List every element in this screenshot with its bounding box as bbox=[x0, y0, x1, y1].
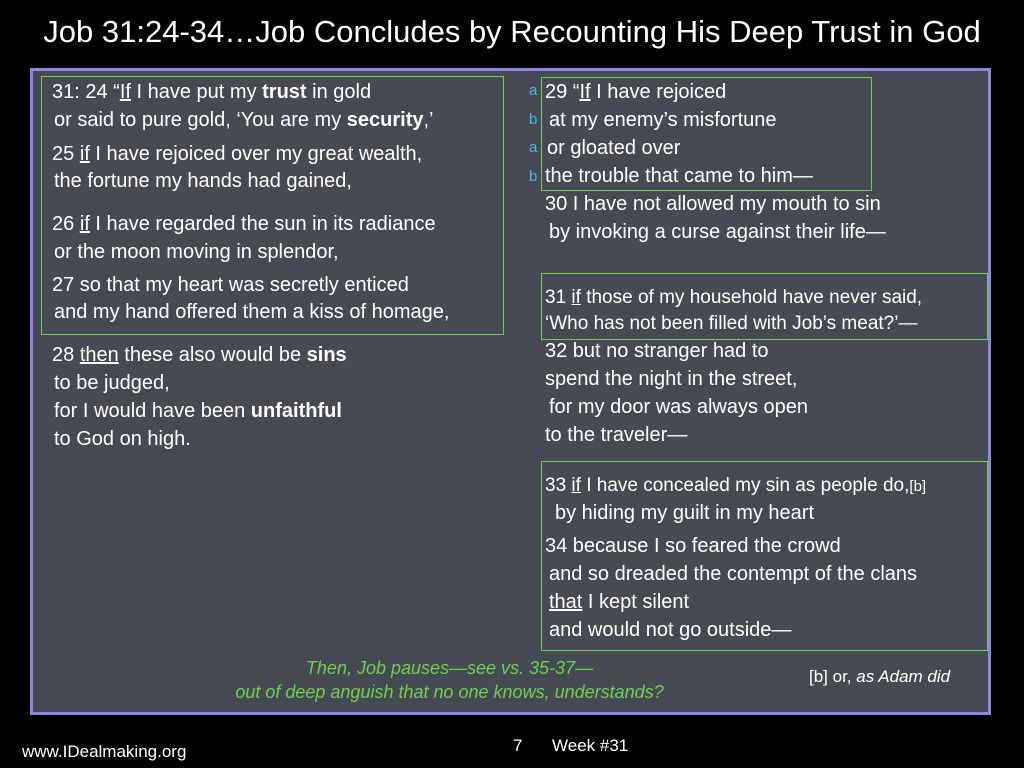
verse-line: that I kept silent bbox=[549, 591, 690, 613]
verse-line: 26 if I have regarded the sun in its radiance bbox=[52, 213, 436, 235]
verse-line: to God on high. bbox=[54, 428, 191, 450]
verse-line: the trouble that came to him— bbox=[545, 165, 813, 187]
slide-title: Job 31:24-34…Job Concludes by Recounting His Deep Trust in God bbox=[43, 14, 981, 49]
verse-line: spend the night in the street, bbox=[545, 368, 798, 390]
verse-line: 32 but no stranger had to bbox=[545, 340, 769, 362]
verse-line: 28 then these also would be sins bbox=[52, 344, 347, 366]
verse-line: for my door was always open bbox=[549, 396, 809, 418]
verse-line: or said to pure gold, ‘You are my security,’ bbox=[54, 109, 434, 131]
page-number: 7 bbox=[513, 736, 523, 755]
parallel-marker: b bbox=[529, 111, 538, 128]
verse-line: to be judged, bbox=[54, 372, 170, 394]
content-panel bbox=[30, 68, 991, 715]
verse-line: to the traveler— bbox=[545, 424, 688, 446]
verse-line: the fortune my hands had gained, bbox=[54, 170, 352, 192]
verse-line: by hiding my guilt in my heart bbox=[555, 502, 815, 524]
verse-line: or gloated over bbox=[547, 137, 681, 159]
footnote: [b] or, as Adam did bbox=[809, 667, 951, 686]
parallel-marker: b bbox=[529, 168, 538, 185]
verse-line: ‘Who has not been filled with Job’s meat?’— bbox=[545, 313, 918, 334]
verse-line: 27 so that my heart was secretly enticed bbox=[52, 274, 409, 296]
verse-line: by invoking a curse against their life— bbox=[549, 221, 886, 243]
website-link[interactable]: www.IDealmaking.org bbox=[22, 742, 187, 761]
verse-line: and so dreaded the contempt of the clans bbox=[549, 563, 918, 585]
verse-line: 30 I have not allowed my mouth to sin bbox=[545, 193, 881, 215]
verse-line: at my enemy’s misfortune bbox=[549, 109, 777, 131]
verse-line: 33 if I have concealed my sin as people do,[b] bbox=[545, 475, 927, 496]
verse-line: and would not go outside— bbox=[549, 619, 792, 641]
parallel-marker: a bbox=[529, 82, 538, 99]
week-label: Week #31 bbox=[552, 736, 629, 755]
verse-line: or the moon moving in splendor, bbox=[54, 241, 339, 263]
parallel-marker: a bbox=[529, 139, 538, 156]
commentary-line-2: out of deep anguish that no one knows, understands? bbox=[235, 682, 664, 702]
verse-line: 34 because I so feared the crowd bbox=[545, 535, 841, 557]
verse-line: and my hand offered them a kiss of homage, bbox=[54, 301, 450, 323]
verse-line: 31 if those of my household have never said, bbox=[545, 287, 923, 308]
commentary-line-1: Then, Job pauses—see vs. 35-37— bbox=[305, 658, 594, 678]
verse-line: 25 if I have rejoiced over my great wealth, bbox=[52, 143, 423, 165]
verse-line: for I would have been unfaithful bbox=[54, 400, 342, 422]
verse-line: 31: 24 “If I have put my trust in gold bbox=[52, 81, 372, 103]
verse-line: 29 “If I have rejoiced bbox=[545, 81, 727, 103]
